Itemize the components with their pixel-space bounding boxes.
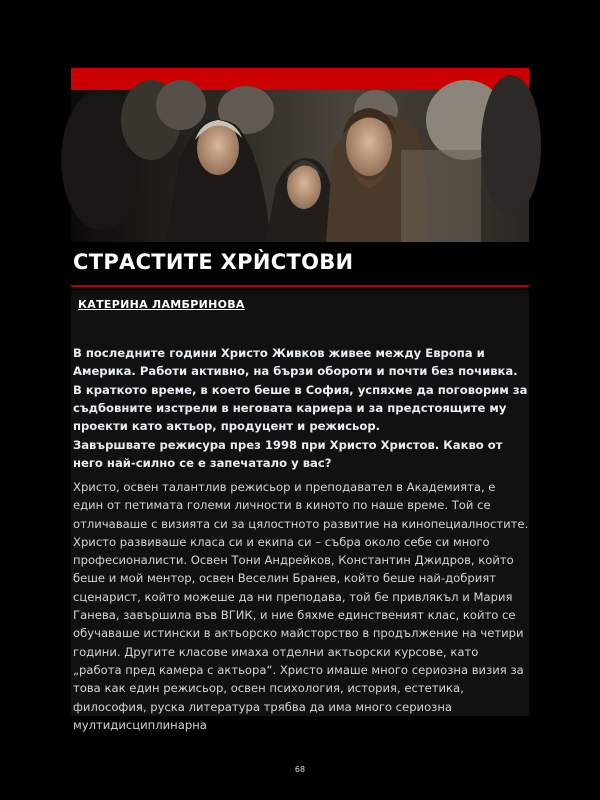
article-lead: В последните години Христо Живков живее между Европа и Америка. Работи активно, на бързи обороти и почти без почивка. В краткото време, в което беше в София, успяхме да поговорим за съдбовните изстрели в неговата кариера и за предстоящите му проекти като актьор, продуцент и режисьор.	[73, 346, 528, 434]
interview-answer: Христо, освен талантлив режисьор и преподавател в Академията, е един от петимата големи личности в киното по наше време. Той се отличаваше с визията си за цялостното развитие на кинопециалностите. Христо развиваше класа си и екипа си – събра около себе си много професионалисти. Освен Тони Андрейков, Константин Джидров, който беше и мой ментор, освен Веселин Бранев, който беше най-добрият сценарист, който можеше да ни преподава, той бе привлякъл и Мария Ганева, завършила във ВГИК, и ние бяхме единственият клас, който се обучаваше истински в актьорско майсторство в продължение на четири години. Другите класове имаха отделни актьорски курсове, като „работа пред камера с актьора“. Христо имаше много сериозна визия за това как един режисьор, освен психология, история, естетика, философия, руска литература трябва да има много сериозна мултидисциплинарна	[73, 480, 529, 732]
film-still-illustration	[71, 90, 529, 242]
title-divider	[71, 285, 529, 287]
article-title: СТРАСТИТЕ ХРЍСТОВИ	[73, 250, 354, 274]
interview-question: Завършвате режисура през 1998 при Христо Христов. Какво от него най-силно се е запечатало у вас?	[73, 438, 503, 471]
film-still-image	[71, 90, 529, 242]
page-number: 68	[294, 765, 306, 774]
author-byline[interactable]: КАТЕРИНА ЛАМБРИНОВА	[78, 298, 245, 311]
